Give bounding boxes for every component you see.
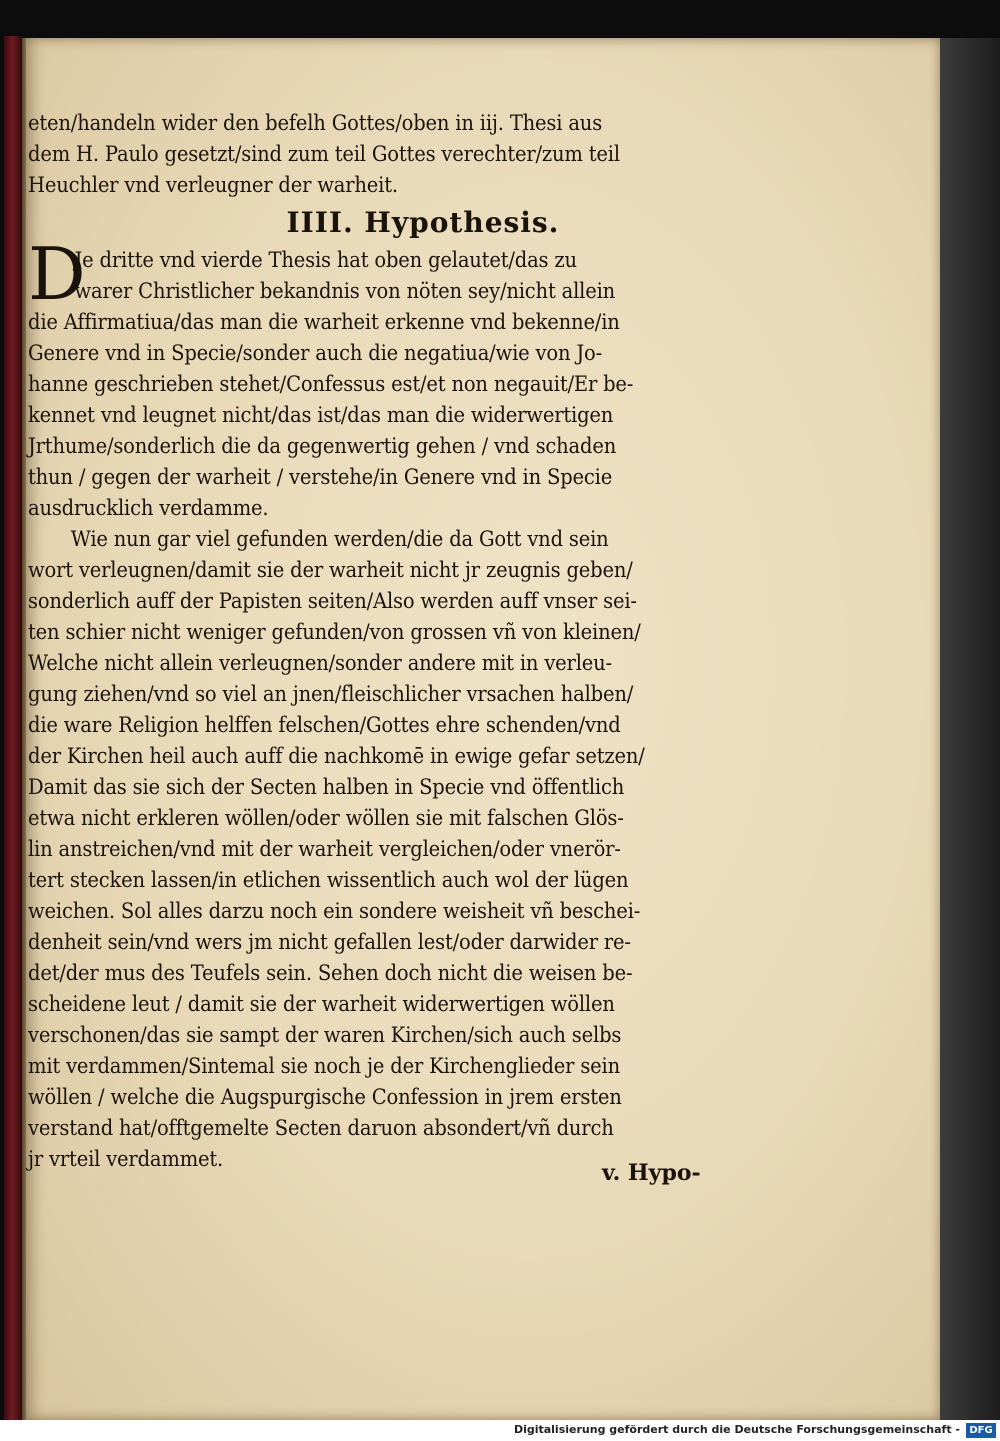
text-line: die Affirmatiua/das man die warheit erkenne vnd bekenne/in [28,310,620,334]
text-line: scheidene leut / damit sie der warheit widerwertigen wöllen [28,992,615,1016]
text-line: Jrthume/sonderlich die da gegenwertig gehen / vnd schaden [28,434,617,458]
catchword: v. Hypo- [602,1160,701,1186]
text-line: dem H. Paulo gesetzt/sind zum teil Gottes verechter/zum teil [28,142,620,166]
text-line: hanne geschrieben stehet/Confessus est/et non negauit/Er be- [28,372,634,396]
text-line: Wie nun gar viel gefunden werden/die da Gott vnd sein [70,527,609,551]
text-line: ten schier nicht weniger gefunden/von grossen vñ von kleinen/ [28,620,641,644]
text-line: thun / gegen der warheit / verstehe/in Genere vnd in Specie [28,465,613,489]
text-line: kennet vnd leugnet nicht/das ist/das man die widerwertigen [28,403,614,427]
text-line: weichen. Sol alles darzu noch ein sondere weisheit vñ beschei- [28,899,641,923]
dfg-logo[interactable]: DFG [966,1423,996,1438]
page-text [28,108,748,1175]
text-line: etwa nicht erkleren wöllen/oder wöllen sie mit falschen Glös- [28,806,624,830]
text-line: lin anstreichen/vnd mit der warheit vergleichen/oder vnerör- [28,837,621,861]
text-line: wöllen / welche die Augspurgische Confession in jrem ersten [28,1085,622,1109]
text-line: denheit sein/vnd wers jm nicht gefallen lest/oder darwider re- [28,930,631,954]
text-line: der Kirchen heil auch auff die nachkomē in ewige gefar setzen/ [28,744,645,768]
text-line: verstand hat/offtgemelte Secten daruon absondert/vñ durch [28,1116,614,1140]
text-line: mit verdammen/Sintemal sie noch je der Kirchenglieder sein [28,1054,621,1078]
section-heading: IIII. Hypothesis. [286,206,560,239]
text-line: eten/handeln wider den befelh Gottes/oben in iij. Thesi aus [28,111,603,135]
text-line: Genere vnd in Specie/sonder auch die negatiua/wie von Jo- [28,341,603,365]
text-line: sonderlich auff der Papisten seiten/Also werden auff vnser sei- [28,589,637,613]
text-line: det/der mus des Teufels sein. Sehen doch nicht die weisen be- [28,961,633,985]
footer-bar [0,1420,1000,1441]
paragraph-1 [28,232,748,524]
text-line: warer Christlicher bekandnis von nöten sey/nicht allein [74,279,616,303]
page-margin-shadow [940,38,1000,1420]
funding-notice: Digitalisierung gefördert durch die Deutsche Forschungsgemeinschaft - [513,1423,960,1436]
text-line: verschonen/das sie sampt der waren Kirchen/sich auch selbs [28,1023,622,1047]
text-line: tert stecken lassen/in etlichen wissentlich auch wol der lügen [28,868,629,892]
text-line: Damit das sie sich der Secten halben in Specie vnd öffentlich [28,775,625,799]
text-line: gung ziehen/vnd so viel an jnen/fleischlicher vrsachen halben/ [28,682,634,706]
drop-capital: D [28,232,86,316]
text-line: wort verleugnen/damit sie der warheit nicht jr zeugnis geben/ [28,558,633,582]
text-line: ausdrucklich verdamme. [28,496,269,520]
text-line: jr vrteil verdammet. [28,1147,224,1171]
text-line: die ware Religion helffen felschen/Gottes ehre schenden/vnd [28,713,621,737]
paragraph-2 [28,524,748,1175]
book-binding-edge [4,36,22,1420]
text-line: Je dritte vnd vierde Thesis hat oben gelautet/das zu [74,248,577,272]
text-line: Welche nicht allein verleugnen/sonder andere mit in verleu- [28,651,612,675]
text-line: Heuchler vnd verleugner der warheit. [28,173,398,197]
